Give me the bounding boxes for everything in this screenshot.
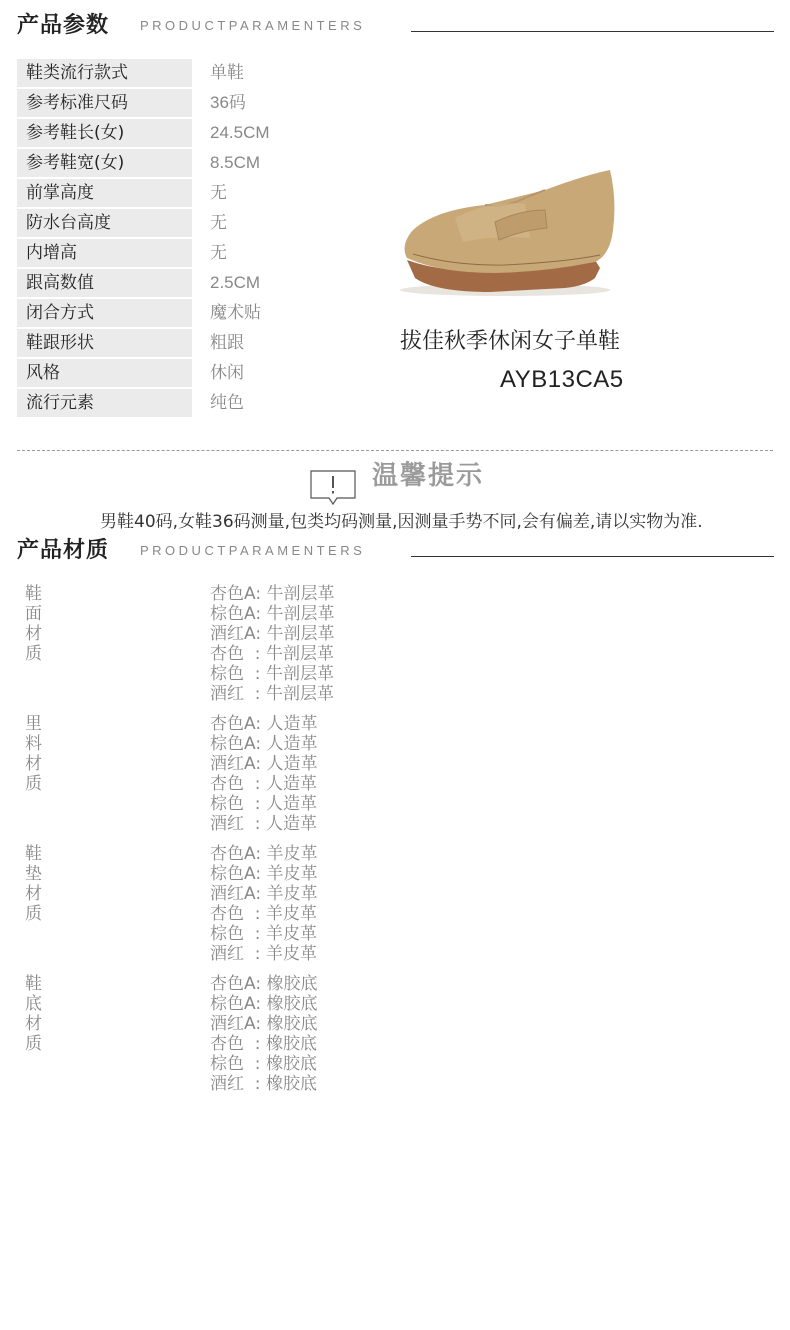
section-header-params	[0, 6, 790, 46]
param-row	[17, 59, 377, 89]
section-divider	[411, 31, 774, 32]
param-value: 24.5CM	[210, 123, 270, 142]
section-subtitle: PRODUCTPARAMENTERS	[140, 543, 366, 558]
material-line: 酒红 : 橡胶底	[210, 1074, 317, 1094]
param-label: 参考鞋宽(女)	[17, 149, 192, 177]
product-name: 拔佳秋季休闲女子单鞋	[400, 329, 621, 354]
material-line: 棕色 : 人造革	[210, 794, 317, 814]
param-row	[17, 119, 377, 149]
section-subtitle: PRODUCTPARAMENTERS	[140, 18, 366, 33]
param-row	[17, 389, 377, 419]
param-value: 休闲	[210, 363, 244, 382]
material-label: 鞋面材质	[25, 584, 42, 664]
param-row	[17, 149, 377, 179]
material-line: 棕色A: 牛剖层革	[210, 604, 335, 624]
material-line: 棕色 : 牛剖层革	[210, 664, 334, 684]
param-value: 无	[210, 213, 227, 232]
param-label: 前掌高度	[17, 179, 192, 207]
material-line: 杏色 : 羊皮革	[210, 904, 317, 924]
param-value: 粗跟	[210, 333, 244, 352]
param-label: 流行元素	[17, 389, 192, 417]
material-line: 棕色A: 橡胶底	[210, 994, 318, 1014]
tip-text: 男鞋40码,女鞋36码测量,包类均码测量,因测量手势不同,会有偏差,请以实物为准.	[100, 512, 703, 532]
param-label: 闭合方式	[17, 299, 192, 327]
param-value: 8.5CM	[210, 153, 261, 172]
material-line: 棕色 : 橡胶底	[210, 1054, 317, 1074]
material-values	[210, 714, 317, 834]
param-row	[17, 209, 377, 239]
param-row	[17, 329, 377, 359]
material-label: 鞋底材质	[25, 974, 42, 1054]
param-label: 内增高	[17, 239, 192, 267]
param-value: 魔术贴	[210, 303, 261, 322]
section-title: 产品材质	[17, 538, 110, 563]
param-value: 无	[210, 183, 227, 202]
material-line: 杏色A: 人造革	[210, 714, 318, 734]
param-label: 防水台高度	[17, 209, 192, 237]
section-title: 产品参数	[17, 13, 110, 38]
material-values	[210, 844, 317, 964]
param-row	[17, 269, 377, 299]
material-line: 杏色 : 牛剖层革	[210, 644, 334, 664]
material-line: 酒红 : 人造革	[210, 814, 317, 834]
param-value: 2.5CM	[210, 273, 261, 292]
dashed-divider	[17, 450, 773, 451]
product-code: AYB13CA5	[500, 366, 624, 393]
material-line: 酒红 : 羊皮革	[210, 944, 317, 964]
param-label: 风格	[17, 359, 192, 387]
material-line: 杏色A: 羊皮革	[210, 844, 318, 864]
param-label: 参考鞋长(女)	[17, 119, 192, 147]
param-label: 鞋跟形状	[17, 329, 192, 357]
material-line: 酒红 : 牛剖层革	[210, 684, 334, 704]
param-label: 鞋类流行款式	[17, 59, 192, 87]
section-header-materials	[0, 531, 790, 571]
param-value: 纯色	[210, 393, 244, 412]
param-row	[17, 359, 377, 389]
param-row	[17, 89, 377, 119]
material-line: 杏色A: 橡胶底	[210, 974, 318, 994]
material-line: 酒红A: 羊皮革	[210, 884, 318, 904]
material-values	[210, 584, 334, 704]
material-line: 酒红A: 人造革	[210, 754, 318, 774]
exclamation-bubble-icon	[310, 470, 356, 506]
param-label: 跟高数值	[17, 269, 192, 297]
material-values	[210, 974, 317, 1094]
material-label: 鞋垫材质	[25, 844, 42, 924]
material-line: 杏色 : 人造革	[210, 774, 317, 794]
params-table	[17, 59, 377, 419]
material-line: 酒红A: 橡胶底	[210, 1014, 318, 1034]
param-row	[17, 299, 377, 329]
param-row	[17, 239, 377, 269]
material-label: 里料材质	[25, 714, 42, 794]
param-value: 无	[210, 243, 227, 262]
tip-title: 温馨提示	[372, 461, 485, 491]
param-row	[17, 179, 377, 209]
material-line: 杏色A: 牛剖层革	[210, 584, 335, 604]
material-line: 棕色 : 羊皮革	[210, 924, 317, 944]
material-line: 酒红A: 牛剖层革	[210, 624, 335, 644]
product-shoe-image	[395, 160, 625, 300]
section-divider	[411, 556, 774, 557]
param-label: 参考标准尺码	[17, 89, 192, 117]
param-value: 36码	[210, 93, 246, 112]
param-value: 单鞋	[210, 63, 244, 82]
material-line: 杏色 : 橡胶底	[210, 1034, 317, 1054]
material-line: 棕色A: 羊皮革	[210, 864, 318, 884]
material-line: 棕色A: 人造革	[210, 734, 318, 754]
